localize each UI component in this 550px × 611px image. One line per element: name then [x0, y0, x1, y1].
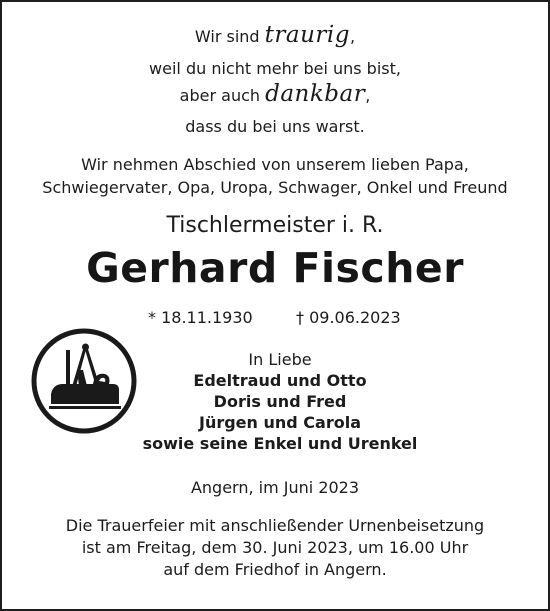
- verse-line-2: weil du nicht mehr bei uns bist,: [149, 59, 401, 78]
- deceased-name: Gerhard Fischer: [86, 244, 464, 292]
- verse-line-1-punct: ,: [350, 27, 356, 46]
- verse-line-1: [0, 22, 550, 48]
- funeral-line-3: auf dem Friedhof in Angern.: [163, 560, 387, 579]
- mourner-name: Jürgen und Carola: [198, 413, 361, 432]
- verse-word-traurig: traurig: [264, 22, 350, 48]
- mourners-heading: In Liebe: [248, 350, 312, 369]
- verse-line-3: [0, 81, 550, 107]
- place-date: Angern, im Juni 2023: [190, 478, 360, 497]
- mourner-name: sowie seine Enkel und Urenkel: [142, 434, 418, 453]
- birth-date: * 18.11.1930: [148, 308, 253, 327]
- deceased-title: Tischlermeister i. R.: [166, 213, 384, 238]
- intro-line-2: Schwiegervater, Opa, Uropa, Schwager, Onkel und Freund: [42, 178, 508, 197]
- mourner-name: Edeltraud und Otto: [193, 371, 367, 390]
- verse-line-4: dass du bei uns warst.: [185, 117, 365, 136]
- verse-word-dankbar: dankbar: [265, 81, 366, 107]
- verse-line-1-text: Wir sind: [194, 27, 265, 46]
- funeral-line-1: Die Trauerfeier mit anschließender Urnenbeisetzung: [65, 516, 485, 535]
- verse-line-3-punct: ,: [365, 86, 371, 105]
- death-date: † 09.06.2023: [296, 308, 401, 327]
- verse-line-3-text: aber auch: [179, 86, 266, 105]
- intro-line-1: Wir nehmen Abschied von unserem lieben Papa,: [81, 155, 469, 174]
- mourner-name: Doris und Fred: [213, 392, 347, 411]
- funeral-line-2: ist am Freitag, dem 30. Juni 2023, um 16.00 Uhr: [81, 538, 469, 557]
